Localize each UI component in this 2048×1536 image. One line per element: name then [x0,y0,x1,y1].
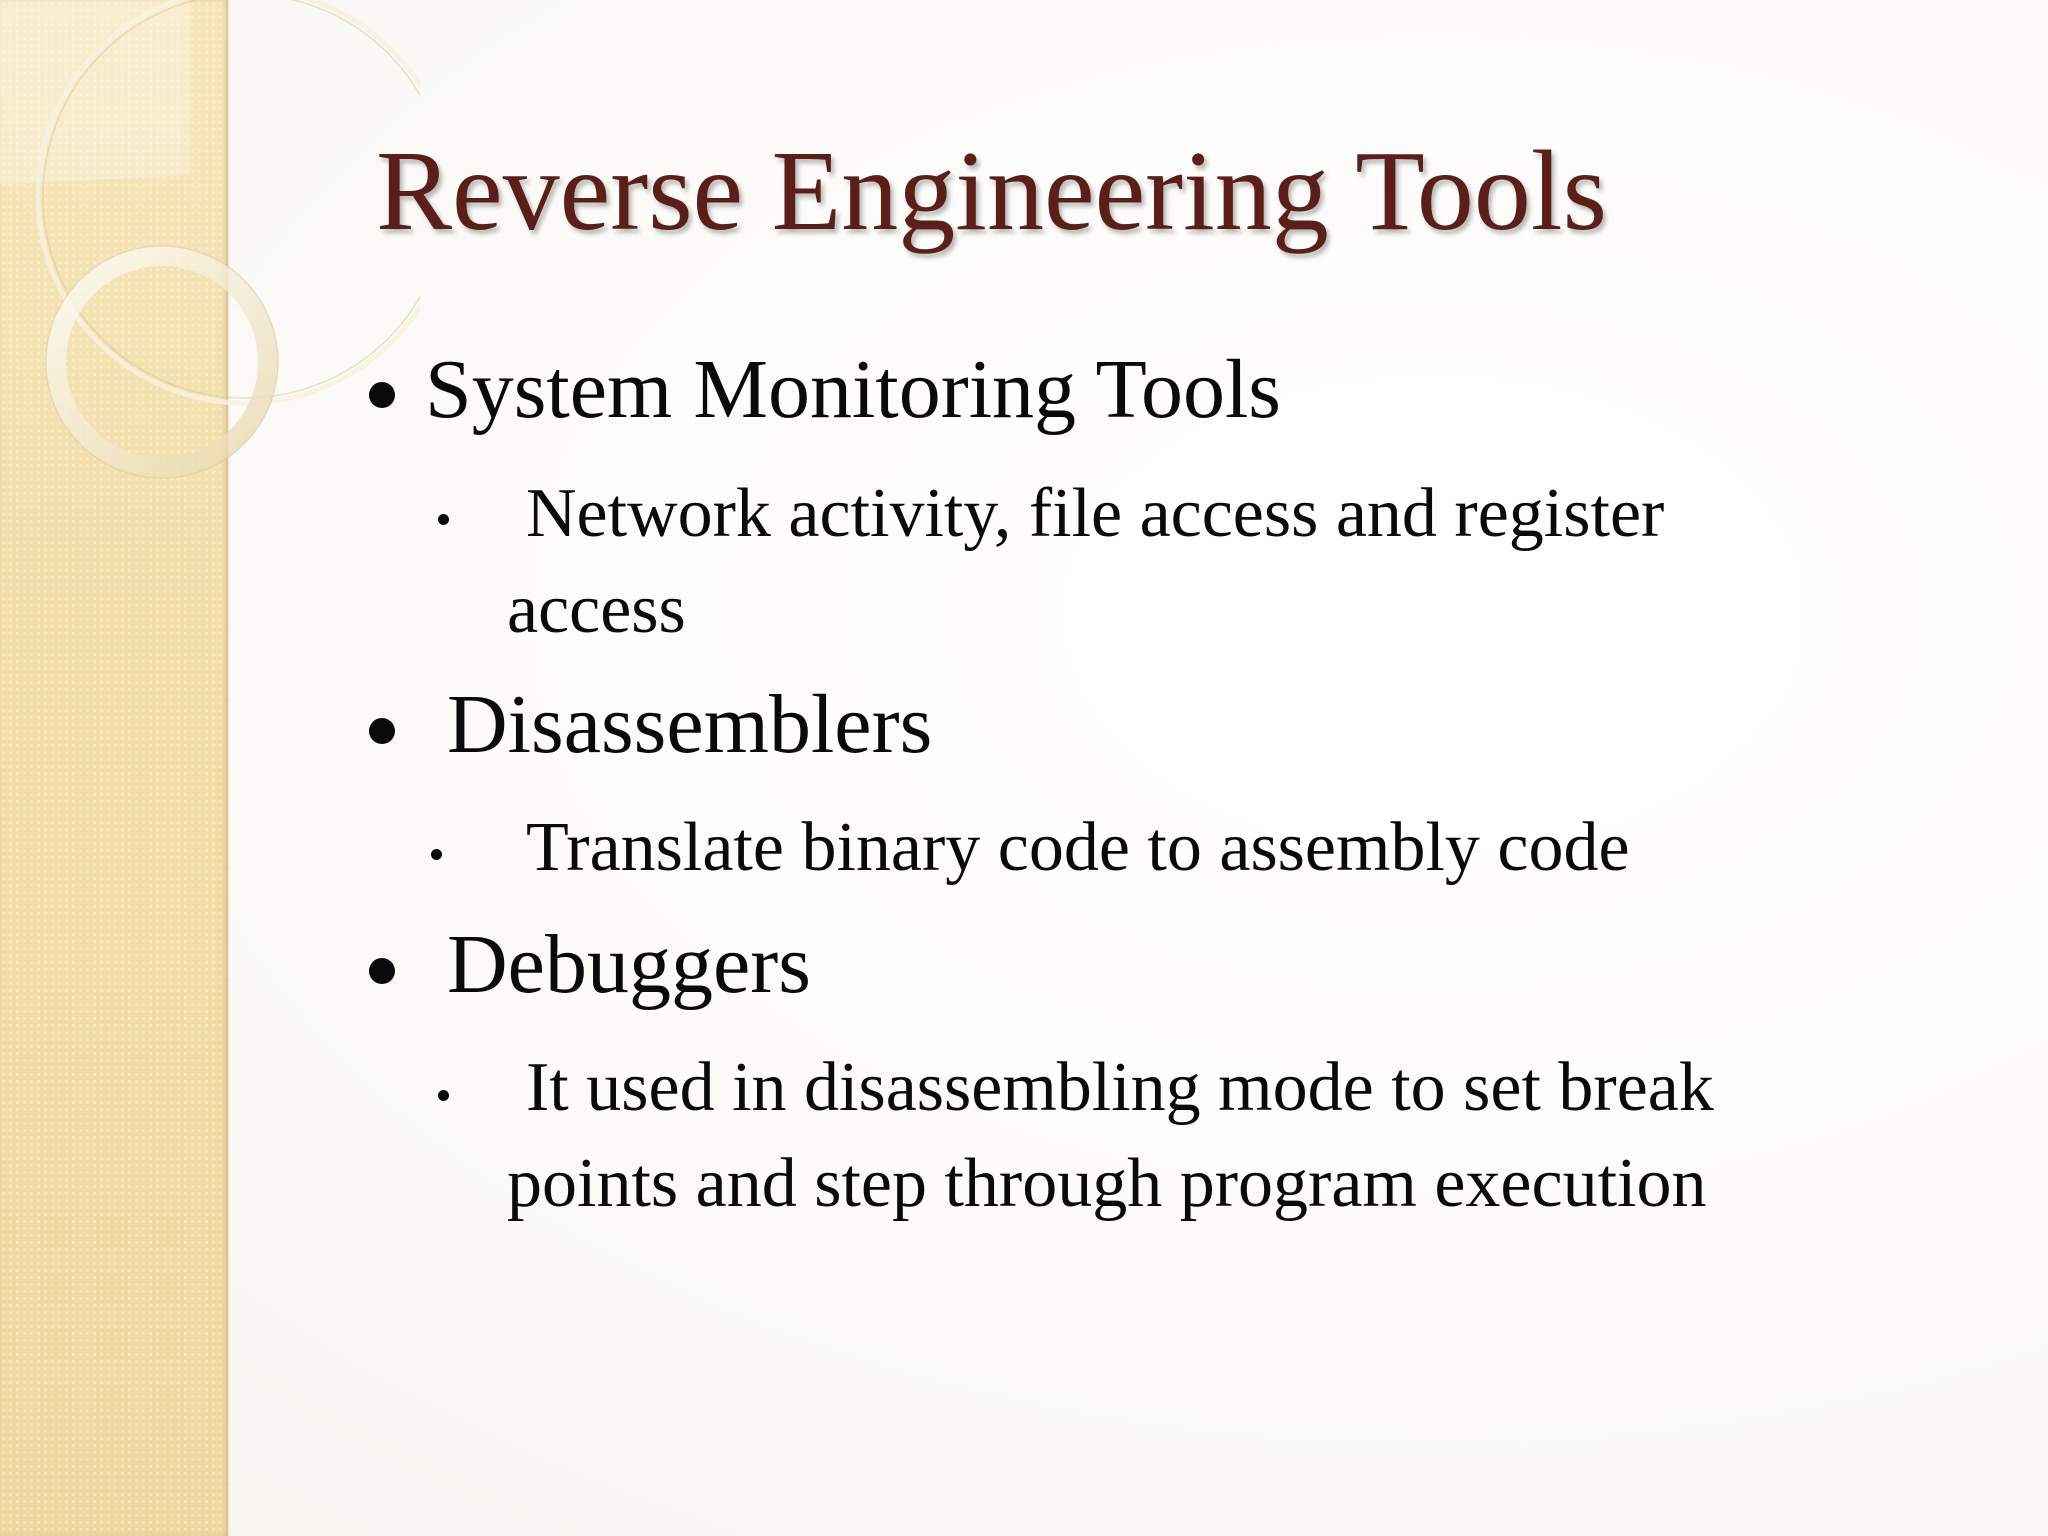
sub-bullet-icon [438,1090,449,1101]
bullet-icon [369,958,395,984]
slide-title: Reverse Engineering Tools [376,127,1607,254]
bullet-item-debuggers: Debuggers [447,918,811,1011]
sub-item-line: access [507,571,686,648]
sub-item-line: points and step through program execution [507,1145,1707,1222]
sub-bullet-icon [431,849,442,860]
bullet-icon [369,382,395,408]
decorative-rings [0,0,420,520]
sub-item-line: Translate binary code to assembly code [526,809,1630,886]
sub-item-line: It used in disassembling mode to set break [526,1049,1714,1126]
bullet-icon [369,718,395,744]
sub-bullet-icon [438,514,449,525]
bullet-item-system-monitoring: System Monitoring Tools [425,343,1281,436]
sub-item-line: Network activity, file access and register [526,475,1665,552]
bullet-item-disassemblers: Disassemblers [447,678,933,771]
